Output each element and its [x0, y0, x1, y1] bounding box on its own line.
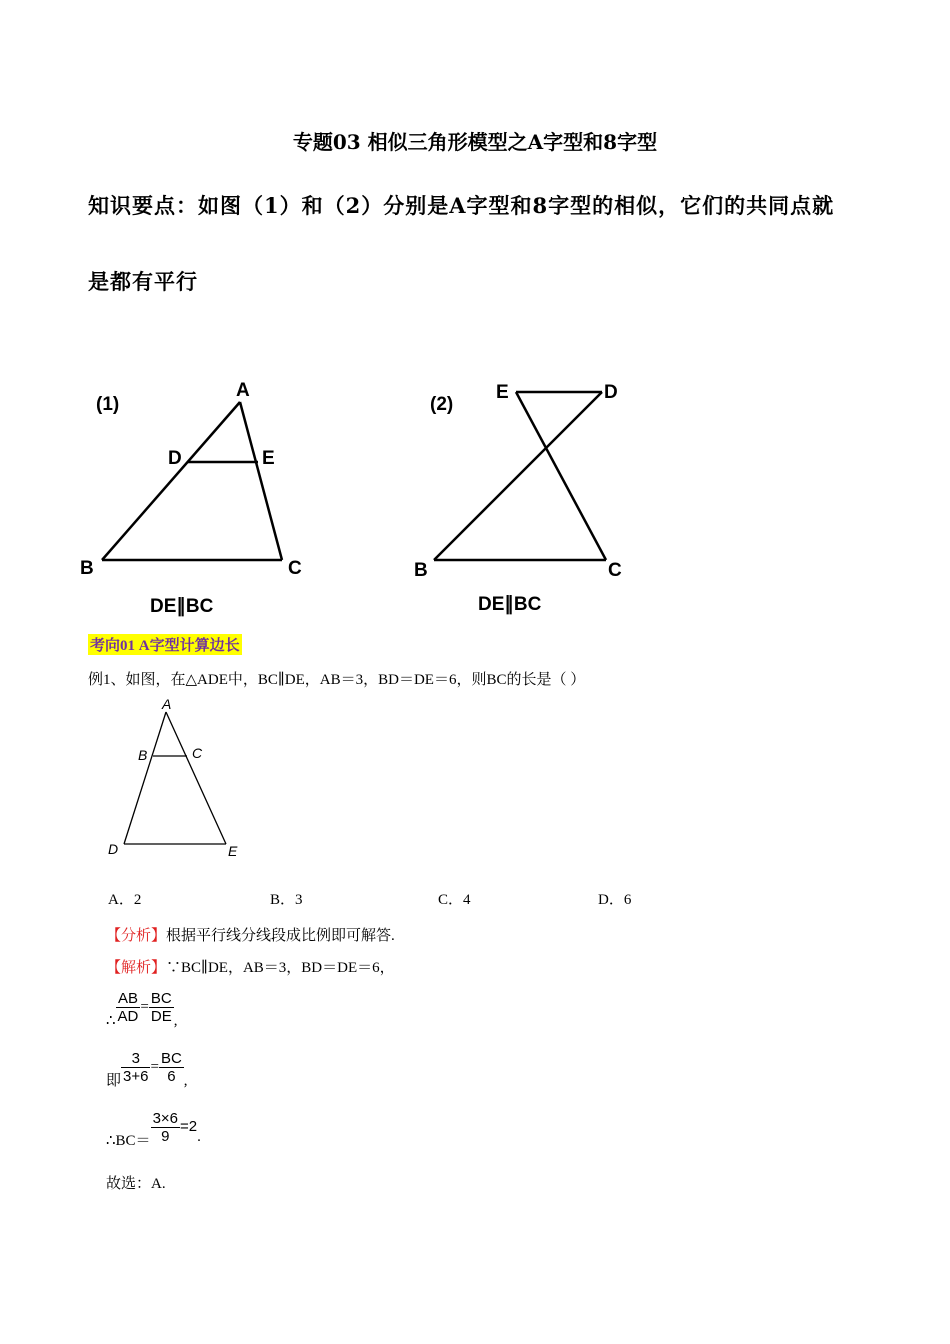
fraction-numerator: BC	[150, 990, 172, 1007]
figure-2-label: (2)	[430, 394, 454, 415]
line-ec	[516, 392, 606, 560]
line-ac	[240, 402, 282, 560]
point-d-label: D	[108, 841, 119, 857]
fraction-3x6-over-9	[151, 1110, 180, 1145]
fraction-numerator: 3×6	[152, 1110, 179, 1127]
fraction-denominator: 3+6	[123, 1068, 149, 1085]
line-db	[434, 392, 602, 560]
point-b-label: B	[414, 560, 428, 581]
equals-sign: =	[140, 998, 149, 1015]
step-3-suffix: .	[197, 1128, 201, 1145]
solution-step-3	[106, 1110, 201, 1150]
knowledge-line-1: 知识要点：如图（1）和（2）分别是A字型和8字型的相似，它们的共同点就	[88, 193, 835, 218]
fraction-3-over-3-plus-6	[121, 1050, 150, 1085]
analysis-text: 根据平行线分线段成比例即可解答.	[166, 928, 395, 944]
point-b-label: B	[80, 558, 94, 579]
line-ab	[102, 402, 240, 560]
fraction-denominator: DE	[150, 1008, 172, 1025]
line-ad	[124, 712, 166, 844]
conclusion: 故选：A.	[106, 1176, 166, 1192]
solution-tag: 【解析】	[106, 960, 167, 976]
solution-step-2	[106, 1050, 188, 1090]
point-c-label: C	[288, 558, 302, 579]
solution-line	[106, 956, 395, 977]
fraction-bc-de	[149, 990, 174, 1025]
solution-text: ∵BC∥DE，AB＝3，BD＝DE＝6，	[166, 960, 395, 976]
step-3-prefix: ∴BC＝	[106, 1132, 151, 1149]
fraction-denominator: AD	[117, 1008, 139, 1025]
fraction-numerator: BC	[160, 1050, 182, 1067]
step-2-prefix: 即	[106, 1072, 122, 1089]
equals-sign: =	[150, 1058, 159, 1075]
step-1-suffix: ,	[173, 1012, 178, 1029]
point-e-label: E	[262, 448, 275, 469]
fraction-ab-ad	[116, 990, 141, 1025]
figure-2-8-shape	[406, 370, 646, 620]
option-b[interactable]: B．3	[270, 892, 303, 908]
example-1-figure	[100, 694, 260, 864]
step-3-result: =2	[180, 1117, 198, 1135]
solution-step-1	[106, 990, 177, 1030]
section-tag: 考向01 A字型计算边长	[88, 634, 242, 655]
point-e-label: E	[496, 382, 509, 403]
fraction-bc-over-6	[159, 1050, 184, 1085]
fraction-numerator: 3	[131, 1050, 140, 1067]
figure-2-caption: DE∥BC	[478, 594, 542, 615]
point-e-label: E	[228, 843, 238, 859]
fraction-denominator: 9	[151, 1127, 180, 1145]
page-title: 专题03 相似三角形模型之A字型和8字型	[292, 130, 658, 154]
step-1-prefix: ∴	[106, 1012, 116, 1029]
figure-1-caption: DE∥BC	[150, 596, 214, 617]
figure-1-label: (1)	[96, 394, 120, 415]
point-a-label: A	[162, 696, 172, 712]
knowledge-line-2: 是都有平行	[88, 269, 198, 294]
step-2-suffix: ,	[183, 1072, 188, 1089]
analysis-tag: 【分析】	[106, 928, 167, 944]
point-d-label: D	[168, 448, 182, 469]
option-c[interactable]: C．4	[438, 892, 471, 908]
point-c-label: C	[192, 745, 203, 761]
analysis-line	[106, 924, 395, 945]
line-ae	[166, 712, 226, 844]
example-1-question: 例1、如图，在△ADE中，BC∥DE，AB＝3，BD＝DE＝6，则BC的长是（ ）	[88, 672, 586, 688]
fraction-numerator: AB	[117, 990, 138, 1007]
figure-1-a-shape	[76, 370, 336, 620]
option-a[interactable]: A．2	[108, 892, 142, 908]
fraction-denominator: 6	[159, 1067, 184, 1085]
option-d[interactable]: D．6	[598, 892, 632, 908]
point-a-label: A	[236, 380, 250, 401]
point-b-label: B	[138, 747, 148, 763]
point-d-label: D	[604, 382, 618, 403]
point-c-label: C	[608, 560, 622, 581]
